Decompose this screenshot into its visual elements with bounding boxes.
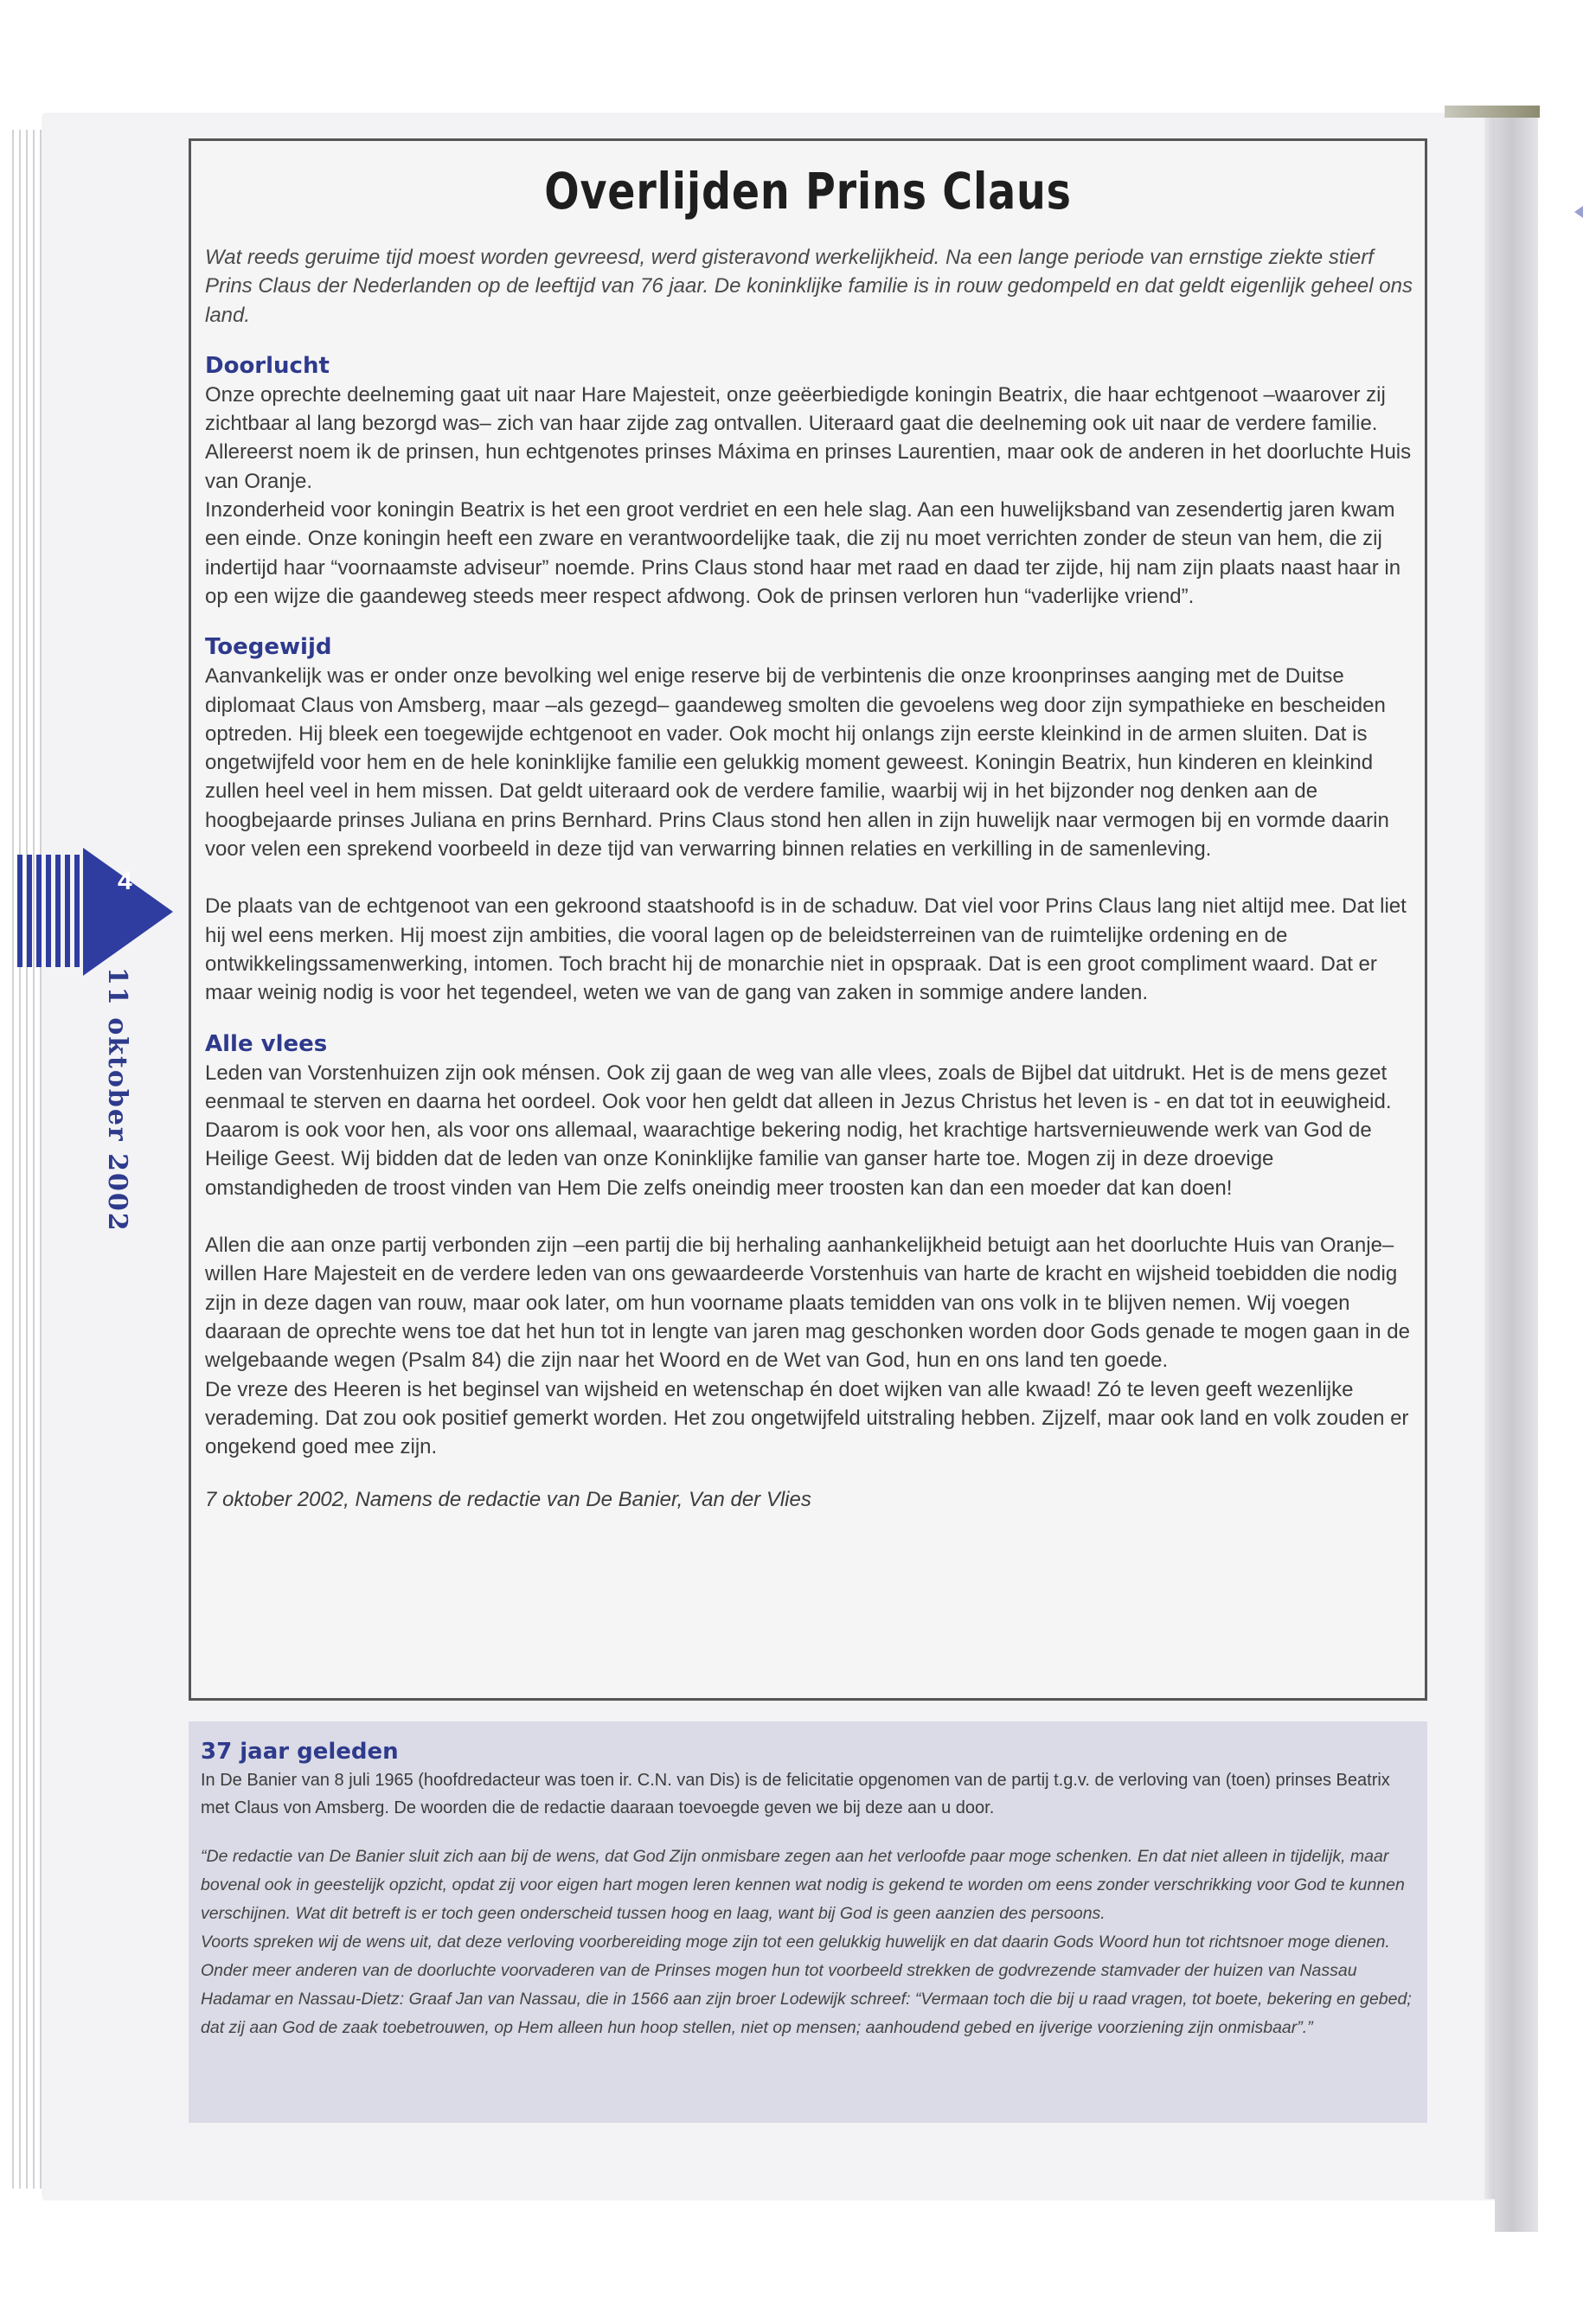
- binding-top: [1445, 106, 1540, 118]
- paragraph: Allen die aan onze partij verbonden zijn –een partij die bij herhaling aanhankelijkheid betuigt aan het doorluchte Huis van Oranje– willen Hare Majesteit en de verdere leden van ons gewaardeerde Vorstenhuis van harte de kracht en wijsheid toebidden die nodig zijn in deze dagen van rouw, maar ook later, om hun voorname plaats temidden van ons volk in te blijven nemen. Wij voegen daaraan de oprechte wens toe dat het hun tot in lengte van jaren mag geschonken worden door Gods genade te mogen gaan in de welgebaande wegen (Psalm 84) die zijn naar het Woord en de Wet van God, hun en ons land ten goede.: [205, 1234, 1410, 1373]
- section-heading-toegewijd: Toegewijd: [205, 634, 332, 661]
- paragraph: Aanvankelijk was er onder onze bevolking wel enige reserve bij de verbintenis die onze kroonprinses aanging met de Duitse diplomaat Claus von Amsberg, maar –als gezegd– gaandeweg smolten die gevoelens weg door zijn sympathieke en bescheiden optreden. Hij bleek een toegewijde echtgenoot en vader. Ook mocht hij onlangs zijn eerste kleinkind in de armen sluiten. Dat is ongetwijfeld voor hem en de hele koninklijke familie een gelukkig moment geweest. Koningin Beatrix, hun kinderen en kleinkind zullen heel veel in hem missen. Dat geldt uiteraard ook de verdere familie, waarbij wij in het bijzonder nog denken aan de hoogbejaarde prinses Juliana en prins Bernhard. Prins Claus stond hen allen in zijn huwelijk naar vermogen bij en vormde daarin voor velen een sprekend voorbeeld in deze tijd van verwarring binnen relaties en verkilling in de samenleving.: [205, 664, 1389, 862]
- history-quote: [201, 1843, 1413, 2042]
- quote-paragraph: Voorts spreken wij de wens uit, dat deze verloving voorbereiding moge zijn tot een gelukkig huwelijk en dat daarin Gods Woord hun tot richtsnoer moge dienen. Onder meer anderen van de doorluchte voorvaderen van de Prinses mogen hun tot voorbeeld strekken de godvrezende stamvader der huizen van Nassau Hadamar en Nassau-Dietz: Graaf Jan van Nassau, die in 1566 aan zijn broer Lodewijk schreef: “Vermaan toch die bij u raad vragen, tot boete, bekering en gebed; dat zij aan God de zaak toebetrouwen, op Hem alleen hun hoop stellen, niet op mensen; aanhoudend gebed en ijverige voorziening zijn onmisbaar”.”: [201, 1932, 1412, 2037]
- history-text: In De Banier van 8 juli 1965 (hoofdredacteur was toen ir. C.N. van Dis) is de felicitatie opgenomen van de partij t.g.v. de verloving van (toen) prinses Beatrix met Claus von Amsberg. De woorden die de redactie daaraan toevoegde geven we bij deze aan u door.: [201, 1771, 1390, 1817]
- right-page-edge: [1495, 112, 1538, 2232]
- section-heading-doorlucht: Doorlucht: [205, 352, 330, 379]
- paragraph: Inzonderheid voor koningin Beatrix is het een groot verdriet en een hele slag. Aan een huwelijksband van zesendertig jaren kwam een einde. Onze koningin heeft een zware en verantwoordelijke taak, die zij nu moet verrichten zonder de steun van hem, die zij indertijd haar “voornaamste adviseur” noemde. Prins Claus stond haar met raad en daad ter zijde, hij nam zijn plaats naast haar in op een wijze die gaandeweg steeds meer respect afdwong. Ook de prinsen verloren hun “vaderlijke vriend”.: [205, 498, 1401, 608]
- article-frame: [189, 138, 1427, 1701]
- article-body: [205, 243, 1413, 1515]
- article-signature: 7 oktober 2002, Namens de redactie van De Banier, Van der Vlies: [205, 1488, 811, 1512]
- page-tab-stripes: [17, 855, 85, 967]
- article-title: Overlijden Prins Claus: [544, 162, 1072, 221]
- history-box: [189, 1721, 1427, 2123]
- spine-marker-icon: [1574, 206, 1583, 218]
- paragraph: Onze oprechte deelneming gaat uit naar Hare Majesteit, onze geëerbiedigde koningin Beatrix, die haar echtgenoot –waarover zij zichtbaar al lang bezorgd was– zich van haar zijde zag ontvallen. Uiteraard gaat die deelneming ook uit naar de verdere familie. Allereerst noem ik de prinsen, hun echtgenotes prinses Máxima en prinses Laurentien, maar ook de anderen in het doorluchte Huis van Oranje.: [205, 382, 1412, 493]
- paragraph: De vreze des Heeren is het beginsel van wijsheid en wetenschap én doet wijken van alle kwaad! Zó te leven geeft wezenlijke verademing. Dat zou ook positief gemerkt worden. Het zou ongetwijfeld uitstraling hebben. Zijzelf, maar ook land en volk zouden er ongekend goed mee zijn.: [205, 1377, 1409, 1459]
- paragraph: Leden van Vorstenhuizen zijn ook ménsen. Ook zij gaan de weg van alle vlees, zoals de Bijbel dat uitdrukt. Het is de mens gezet eenmaal te sterven en daarna het oordeel. Ook voor hen geldt dat alleen in Jezus Christus het leven is - en dat tot in eeuwigheid. Daarom is ook voor hen, als voor ons allemaal, waarachtige bekering nodig, het krachtige hartsvernieuwende werk van God de Heilige Geest. Wij bidden dat de leden van onze Koninklijke familie van ganser harte toe. Mogen zij in deze droevige omstandigheden de troost vinden van Hem Die zelfs oneindig meer troosten kan dan een moeder dat kan doen!: [205, 1061, 1392, 1200]
- quote-paragraph: “De redactie van De Banier sluit zich aan bij de wens, dat God Zijn onmisbare zegen aan het verloofde paar moge schenken. En dat niet alleen in tijdelijk, maar bovenal ook in geestelijk opzicht, opdat zij voor eigen hart mogen leren kennen wat nodig is gekend te worden om eens zonder verschrikking voor God te kunnen verschijnen. Wat dit betreft is er toch geen onderscheid tussen hoog en laag, want bij God is geen aanzien des persoons.: [201, 1847, 1405, 1923]
- issue-date: 11 oktober 2002: [102, 967, 132, 1233]
- history-heading: 37 jaar geleden: [201, 1739, 399, 1765]
- page-number: 4: [118, 867, 132, 895]
- article-intro: Wat reeds geruime tijd moest worden gevreesd, werd gisteravond werkelijkheid. Na een lange periode van ernstige ziekte stierf Prins Claus der Nederlanden op de leeftijd van 76 jaar. De koninklijke familie is in rouw gedompeld en dat geldt eigenlijk geheel ons land.: [205, 246, 1413, 327]
- section-heading-alle-vlees: Alle vlees: [205, 1030, 328, 1057]
- paragraph: De plaats van de echtgenoot van een gekroond staatshoofd is in de schaduw. Dat viel voor Prins Claus lang niet altijd mee. Dat liet hij wel eens merken. Hij moest zijn ambities, die vooral lagen op de beleidsterreinen van de ruimtelijke ordening en de ontwikkelingssamenwerking, intomen. Toch bracht hij de monarchie niet in opspraak. Dat is een groot compliment waard. Dat er maar weinig nodig is voor het tegendeel, weten we van de gang van zaken in sommige andere landen.: [205, 894, 1407, 1005]
